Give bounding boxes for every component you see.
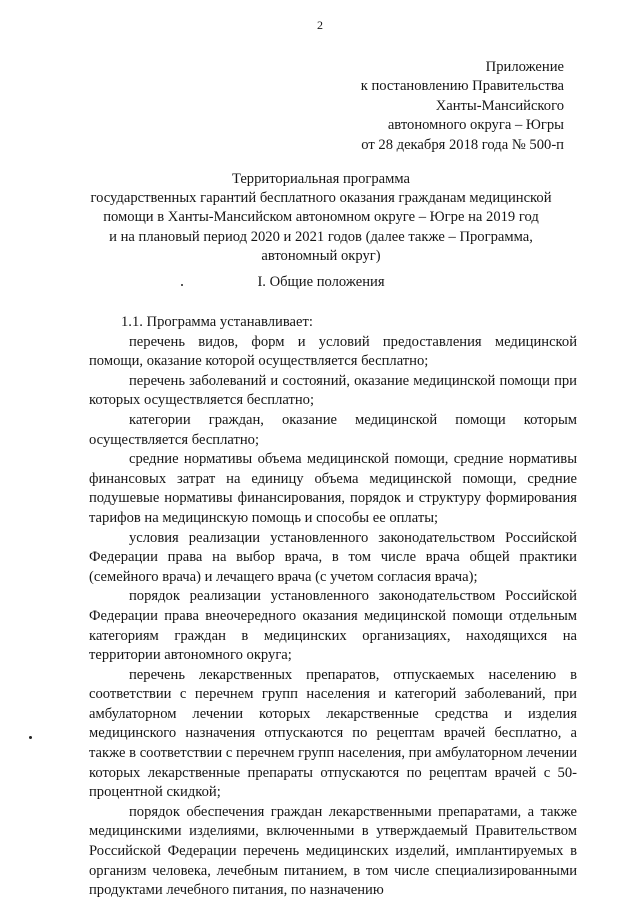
section-heading: I. Общие положения — [257, 274, 385, 290]
appendix-line: Приложение — [485, 59, 564, 75]
body-text — [89, 313, 577, 901]
page-number: 2 — [317, 18, 323, 32]
scan-speck — [29, 736, 32, 739]
paragraph: перечень заболеваний и состояний, оказание медицинской помощи при которых осуществляется бесплатно; — [89, 372, 577, 409]
paragraph: перечень лекарственных препаратов, отпускаемых населению в соответствии с перечнем групп населения и категорий заболеваний, при амбулаторном лечении которых лекарственные средства и изделия медицинского назначения отпускаются по рецептам врачей бесплатно, а также в соответствии с перечнем групп населения, при амбулаторном лечении которых лекарственные препараты отпускаются по рецептам врачей с 50-процентной скидкой; — [89, 666, 577, 801]
appendix-line: Ханты-Мансийского — [435, 97, 564, 114]
paragraph: средние нормативы объема медицинской помощи, средние нормативы финансовых затрат на единицу объема медицинской помощи, средние подушевые нормативы финансирования, порядок и структуру формирования тарифов на медицинскую помощь и способы ее оплаты; — [89, 451, 577, 526]
paragraph: условия реализации установленного законодательством Российской Федерации права на выбор врача, в том числе врача общей практики (семейного врача) и лечащего врача (с учетом согласия врача); — [89, 529, 577, 585]
paragraph: порядок обеспечения граждан лекарственными препаратами, а также медицинскими изделиями, включенными в утверждаемый Правительством Российской Федерации перечень медицинских изделий, имплантируемых в организм человека, лечебным питанием, в том числе специализированными продуктами лечебного питания, по назначению — [89, 803, 577, 899]
paragraph: порядок реализации установленного законодательством Российской Федерации права внеочередного оказания медицинской помощи отдельным категориям граждан в медицинских организациях, находящихся на территории автономного округа; — [89, 588, 577, 664]
appendix-block — [361, 58, 564, 155]
appendix-line: от 28 декабря 2018 года № 500-п — [361, 136, 564, 153]
title-line: автономный округ) — [261, 247, 381, 264]
paragraph: перечень видов, форм и условий предоставления медицинской помощи, оказание которой осуществляется бесплатно; — [89, 333, 577, 370]
title-line: помощи в Ханты-Мансийском автономном округе – Югре на 2019 год — [103, 209, 539, 226]
title-line: и на плановый период 2020 и 2021 годов (далее также – Программа, — [109, 228, 533, 245]
paragraph: 1.1. Программа устанавливает: — [121, 314, 313, 330]
appendix-line: автономного округа – Югры — [387, 117, 564, 134]
appendix-line: к постановлению Правительства — [360, 78, 564, 95]
title-line: Территориальная программа — [231, 171, 411, 187]
paragraph: категории граждан, оказание медицинской помощи которым осуществляется бесплатно; — [89, 411, 577, 448]
document-title — [70, 170, 572, 266]
title-line: государственных гарантий бесплатного оказания гражданам медицинской — [90, 190, 552, 207]
